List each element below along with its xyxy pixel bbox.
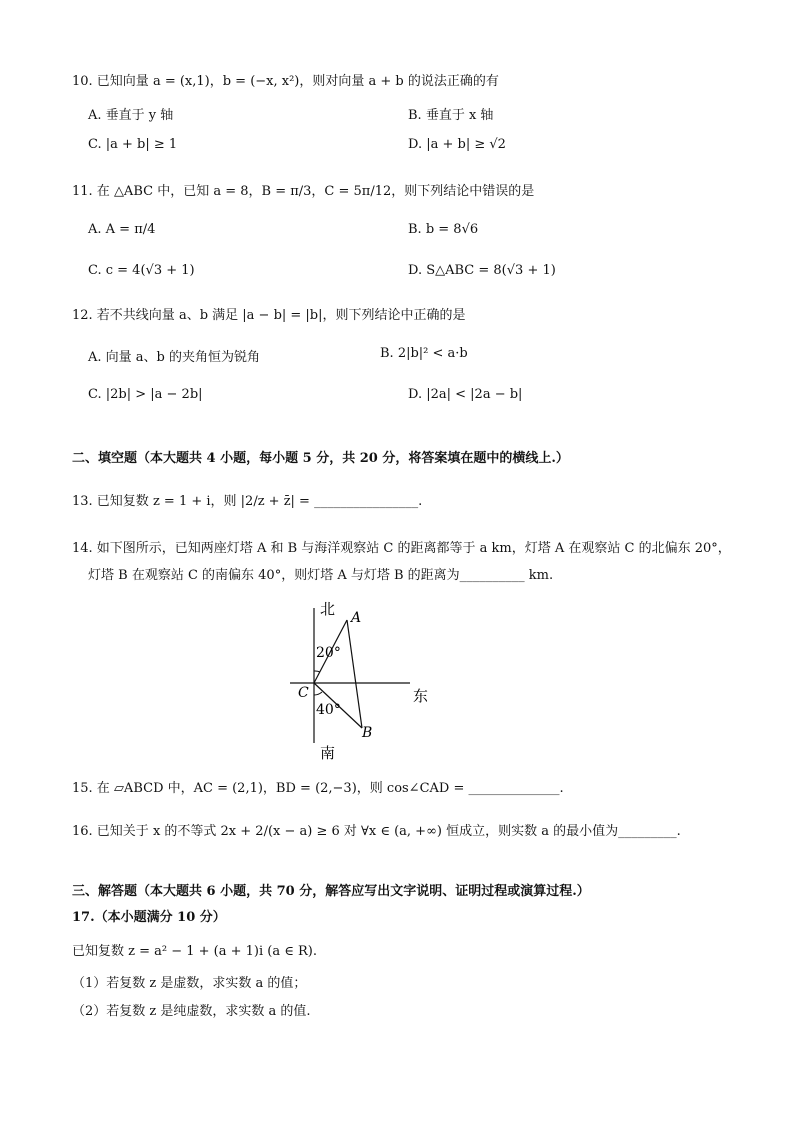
angle-arc-20: [314, 671, 320, 672]
question-11-stem: 11. 在 △ABC 中，已知 a = 8，B = π/3，C = 5π/12，则下列结论中错误的是: [72, 184, 535, 199]
question-11-option-b: B. b = 8√6: [408, 222, 479, 237]
question-10-option-b: B. 垂直于 x 轴: [408, 108, 494, 123]
question-12-stem: 12. 若不共线向量 a、b 满足 |a − b| = |b|，则下列结论中正确的是: [72, 308, 466, 323]
label-c: C: [298, 685, 309, 701]
question-17-part-2: （2）若复数 z 是纯虚数，求实数 a 的值.: [72, 1004, 311, 1019]
label-angle-40: 40°: [316, 702, 341, 718]
question-11-option-a: A. A = π/4: [88, 222, 156, 237]
question-12-option-d: D. |2a| < |2a − b|: [408, 387, 523, 402]
question-14-line-1: 14. 如下图所示，已知两座灯塔 A 和 B 与海洋观察站 C 的距离都等于 a km，灯塔 A 在观察站 C 的北偏东 20°，: [72, 541, 731, 556]
label-south: 南: [320, 744, 336, 762]
question-10-stem: 10. 已知向量 a = (x,1)，b = (−x, x²)，则对向量 a + b 的说法正确的有: [72, 74, 499, 89]
label-angle-20: 20°: [316, 645, 341, 661]
question-17-title: 17.（本小题满分 10 分）: [72, 910, 226, 925]
question-12-option-a: A. 向量 a、b 的夹角恒为锐角: [88, 350, 260, 365]
question-11-option-c: C. c = 4(√3 + 1): [88, 263, 195, 278]
lighthouse-figure: [290, 598, 450, 766]
question-10-option-a: A. 垂直于 y 轴: [88, 108, 174, 123]
section-2-heading: 二、填空题（本大题共 4 小题，每小题 5 分，共 20 分，将答案填在题中的横线上.）: [72, 451, 569, 466]
question-15: 15. 在 ▱ABCD 中，AC = (2,1)，BD = (2,−3)，则 cos∠CAD = ______________.: [72, 781, 564, 796]
question-12-option-b: B. 2|b|² < a·b: [380, 346, 468, 361]
question-10-option-d: D. |a + b| ≥ √2: [408, 137, 506, 152]
question-14-line-2: 灯塔 B 在观察站 C 的南偏东 40°，则灯塔 A 与灯塔 B 的距离为__________ km.: [88, 568, 554, 583]
question-10-option-c: C. |a + b| ≥ 1: [88, 137, 178, 152]
section-3-heading: 三、解答题（本大题共 6 小题，共 70 分，解答应写出文字说明、证明过程或演算过程.）: [72, 884, 590, 899]
question-16: 16. 已知关于 x 的不等式 2x + 2/(x − a) ≥ 6 对 ∀x ∈ (a, +∞) 恒成立，则实数 a 的最小值为_________.: [72, 824, 681, 839]
label-north: 北: [320, 600, 336, 618]
angle-arc-40: [314, 692, 322, 695]
question-17-stem: 已知复数 z = a² − 1 + (a + 1)i (a ∈ R).: [72, 944, 318, 959]
question-13: 13. 已知复数 z = 1 + i，则 |2/z + z̄| = ________________.: [72, 494, 423, 509]
question-11-option-d: D. S△ABC = 8(√3 + 1): [408, 263, 556, 278]
question-17-part-1: （1）若复数 z 是虚数，求实数 a 的值；: [72, 976, 307, 991]
side-ab: [347, 620, 362, 728]
label-a: A: [351, 610, 362, 626]
question-12-option-c: C. |2b| > |a − 2b|: [88, 387, 203, 402]
label-b: B: [362, 725, 373, 741]
label-east: 东: [413, 687, 429, 705]
